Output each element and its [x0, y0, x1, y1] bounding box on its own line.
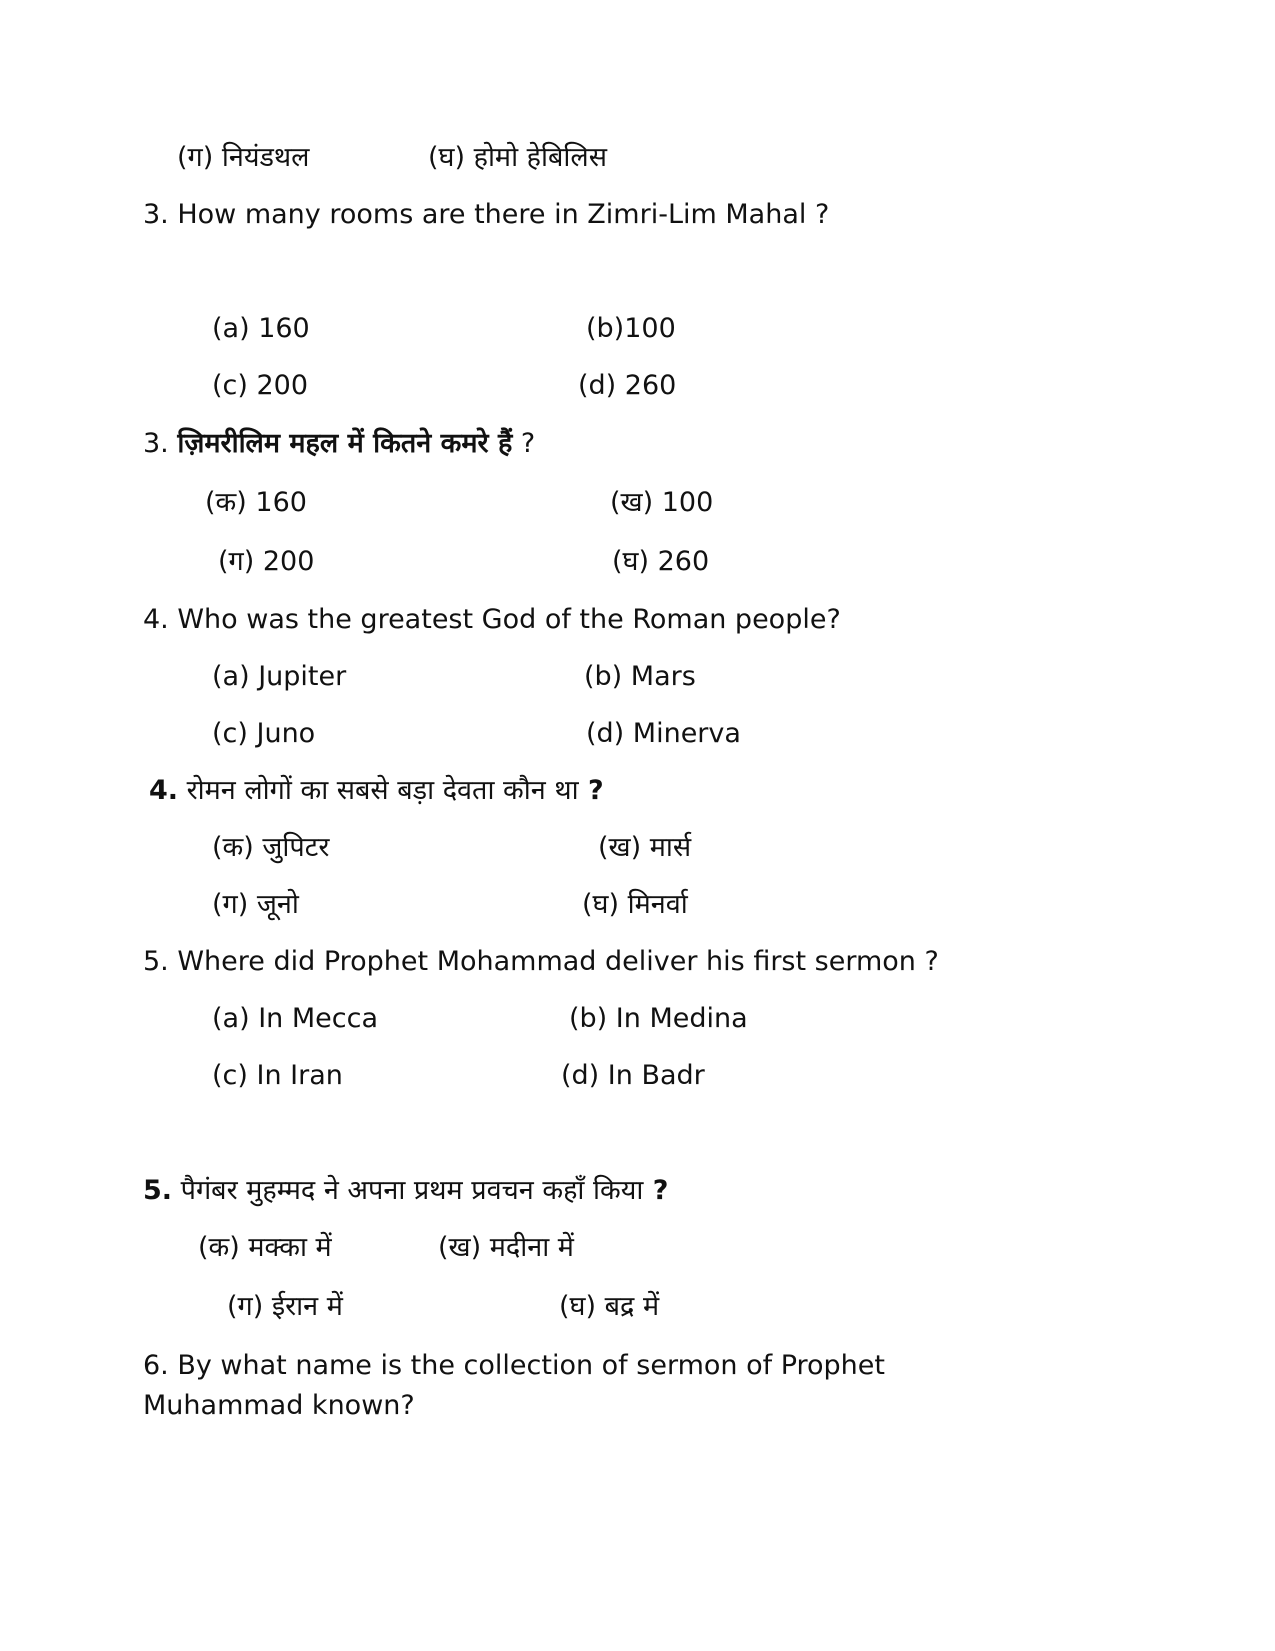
q5-hi-option-ga: (ग) ईरान में [227, 1291, 343, 1322]
q3-hi-number: 3. [143, 428, 169, 459]
question-3-english: 3. How many rooms are there in Zimri-Lim Mahal ? [143, 199, 830, 230]
q5-en-option-a: (a) In Mecca [212, 1003, 378, 1034]
q3-hi-option-kha: (ख) 100 [610, 487, 714, 518]
q5-en-option-b: (b) In Medina [569, 1003, 748, 1034]
q3-hi-question-mark: ? [512, 428, 536, 459]
option-gh-homo-habilis: (घ) होमो हेबिलिस [428, 142, 607, 173]
q3-hi-question-text: ज़िमरीलिम महल में कितने कमरे हैं [177, 428, 513, 459]
q4-en-option-c: (c) Juno [212, 718, 316, 749]
option-g-neanderthal: (ग) नियंडथल [177, 142, 310, 173]
q3-hi-option-ka: (क) 160 [205, 487, 307, 518]
q3-hi-option-gha: (घ) 260 [612, 546, 710, 577]
q4-hi-number: 4. [149, 775, 179, 806]
q5-hi-option-kha: (ख) मदीना में [438, 1232, 574, 1263]
q3-en-option-d: (d) 260 [578, 370, 677, 401]
q3-en-option-a: (a) 160 [212, 313, 310, 344]
q5-en-option-c: (c) In Iran [212, 1060, 343, 1091]
q4-hi-option-gha: (घ) मिनर्वा [582, 889, 688, 920]
q4-hi-question-mark: ? [578, 775, 604, 806]
q5-hi-option-ka: (क) मक्का में [198, 1232, 332, 1263]
q5-hi-option-gha: (घ) बद्र में [559, 1291, 660, 1322]
q4-hi-question-text: रोमन लोगों का सबसे बड़ा देवता कौन था [178, 775, 579, 806]
q4-hi-option-ka: (क) जुपिटर [212, 832, 330, 863]
q5-hi-question-text: पैगंबर मुहम्मद ने अपना प्रथम प्रवचन कहाँ किया [172, 1175, 644, 1206]
question-6-english: 6. By what name is the collection of sermon of Prophet Muhammad known? [143, 1350, 885, 1421]
q3-en-option-b: (b)100 [586, 313, 676, 344]
q5-en-option-d: (d) In Badr [561, 1060, 705, 1091]
q4-hi-option-ga: (ग) जूनो [212, 889, 299, 920]
q4-en-option-d: (d) Minerva [586, 718, 741, 749]
q4-en-option-a: (a) Jupiter [212, 661, 347, 692]
question-5-english: 5. Where did Prophet Mohammad deliver his first sermon ? [143, 946, 939, 977]
q5-hi-question-mark: ? [643, 1175, 669, 1206]
q4-hi-option-kha: (ख) मार्स [598, 832, 692, 863]
q3-en-option-c: (c) 200 [212, 370, 309, 401]
q3-hi-option-ga: (ग) 200 [218, 546, 315, 577]
question-4-english: 4. Who was the greatest God of the Roman people? [143, 604, 841, 635]
q5-hi-number: 5. [143, 1175, 173, 1206]
question-3-hindi [143, 427, 535, 461]
question-4-hindi [149, 774, 604, 808]
question-5-hindi [143, 1174, 668, 1208]
q4-en-option-b: (b) Mars [584, 661, 696, 692]
